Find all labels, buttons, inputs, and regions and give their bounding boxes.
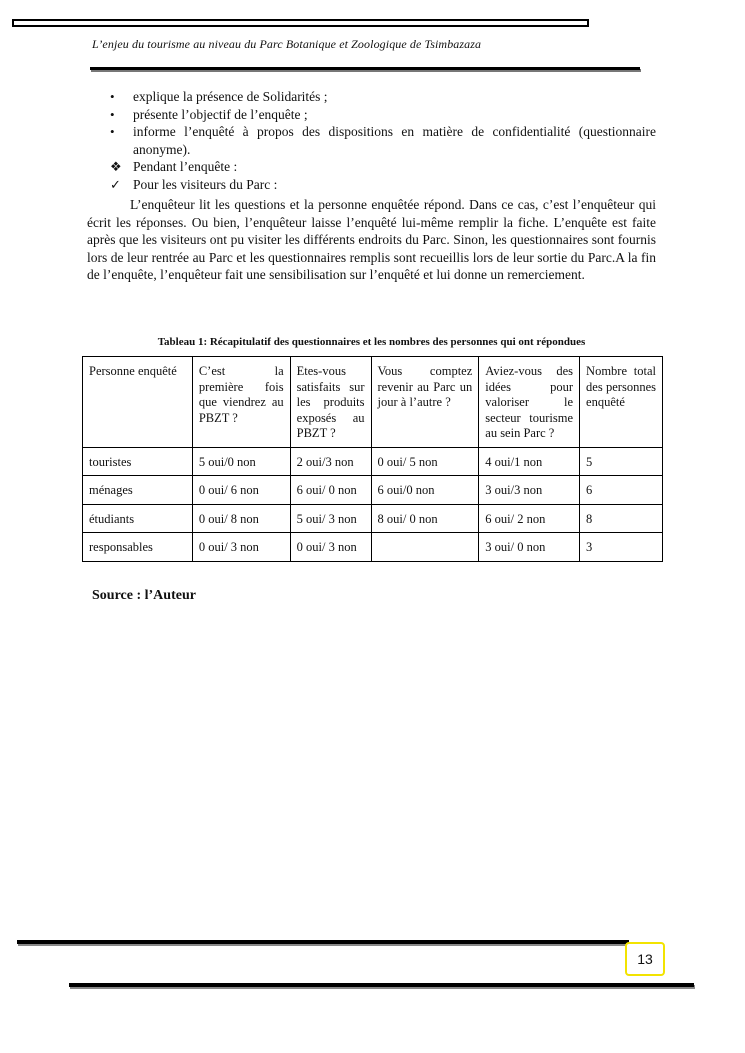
diamond-bullet-icon: ❖ [110,159,122,174]
table-row [83,504,663,533]
header-cell: Etes-vous satisfaits sur les produits exposés au PBZT ? [290,357,371,448]
table-cell: 0 oui/ 8 non [192,504,290,533]
table-cell: touristes [83,447,193,476]
survey-table [82,356,663,562]
header-rule [90,67,640,70]
table-cell: étudiants [83,504,193,533]
table-cell: 8 oui/ 0 non [371,504,479,533]
list-item: • présente l’objectif de l’enquête ; [110,106,308,122]
bullet-list [87,88,656,193]
header-cell: Nombre total des personnes enquêté [580,357,663,448]
header-cell: Aviez-vous des idées pour valoriser le secteur tourisme au sein Parc ? [479,357,580,448]
table-cell [371,533,479,562]
paragraph: L’enquêteur lit les questions et la personne enquêtée répond. Dans ce cas, c’est l’enquêteur qui écrit les réponses. Ou bien, l’enquêteur laisse l’enquêté lui-même remplir la fiche. L’enquête est faite après que les visiteurs ont pu visiter les différents endroits du Parc. Sinon, les questionnaires sont fournis lors de leur rentrée au Parc et les questionnaires remplis sont recueillis lors de leur sortie du Parc.A la fin de l’enquête, l’enquêteur fait une sensibilisation sur l’enquêté et lui donne un remerciement. [87,197,656,282]
table-cell: 0 oui/ 5 non [371,447,479,476]
table-cell: 6 oui/ 0 non [290,476,371,505]
table-cell: 5 oui/0 non [192,447,290,476]
header-cell: Vous comptez revenir au Parc un jour à l’autre ? [371,357,479,448]
footer-rule [17,940,629,944]
table-cell: 8 [580,504,663,533]
table-cell: 0 oui/ 3 non [290,533,371,562]
table-cell: 5 [580,447,663,476]
checkmark-icon: ✓ [110,176,121,192]
table-cell: 3 oui/3 non [479,476,580,505]
header-cell: Personne enquêté [83,357,193,448]
footer-rule [69,983,694,987]
bullet-icon: • [110,89,115,104]
table-cell: 3 [580,533,663,562]
table-cell: 0 oui/ 6 non [192,476,290,505]
table-cell: 6 [580,476,663,505]
table-cell: 5 oui/ 3 non [290,504,371,533]
bullet-icon: • [110,106,115,122]
list-item: • informe l’enquêté à propos des dispositions en matière de confidentialité (questionnaire anonyme). [110,124,656,157]
header-cell: C’est la première fois que viendrez au PBZT ? [192,357,290,448]
bullet-icon: • [110,124,115,139]
table-row [83,533,663,562]
page-number: 13 [625,942,665,976]
table-row [83,447,663,476]
running-header: L’enjeu du tourisme au niveau du Parc Botanique et Zoologique de Tsimbazaza [92,37,482,51]
table-cell: 6 oui/ 2 non [479,504,580,533]
table-cell: ménages [83,476,193,505]
table-cell: responsables [83,533,193,562]
top-frame-border [12,19,589,27]
table-caption: Tableau 1: Récapitulatif des questionnaires et les nombres des personnes qui ont répondues [157,336,586,348]
body-text [87,88,656,284]
table-cell: 6 oui/0 non [371,476,479,505]
table-cell: 2 oui/3 non [290,447,371,476]
table-header-row [83,357,663,448]
table-cell: 0 oui/ 3 non [192,533,290,562]
list-item: ✓ Pour les visiteurs du Parc : [110,176,278,192]
table-row [83,476,663,505]
table-cell: 4 oui/1 non [479,447,580,476]
list-item: ❖ Pendant l’enquête : [110,159,238,174]
list-item: • explique la présence de Solidarités ; [110,89,328,104]
source-note: Source : l’Auteur [92,588,196,603]
table-cell: 3 oui/ 0 non [479,533,580,562]
